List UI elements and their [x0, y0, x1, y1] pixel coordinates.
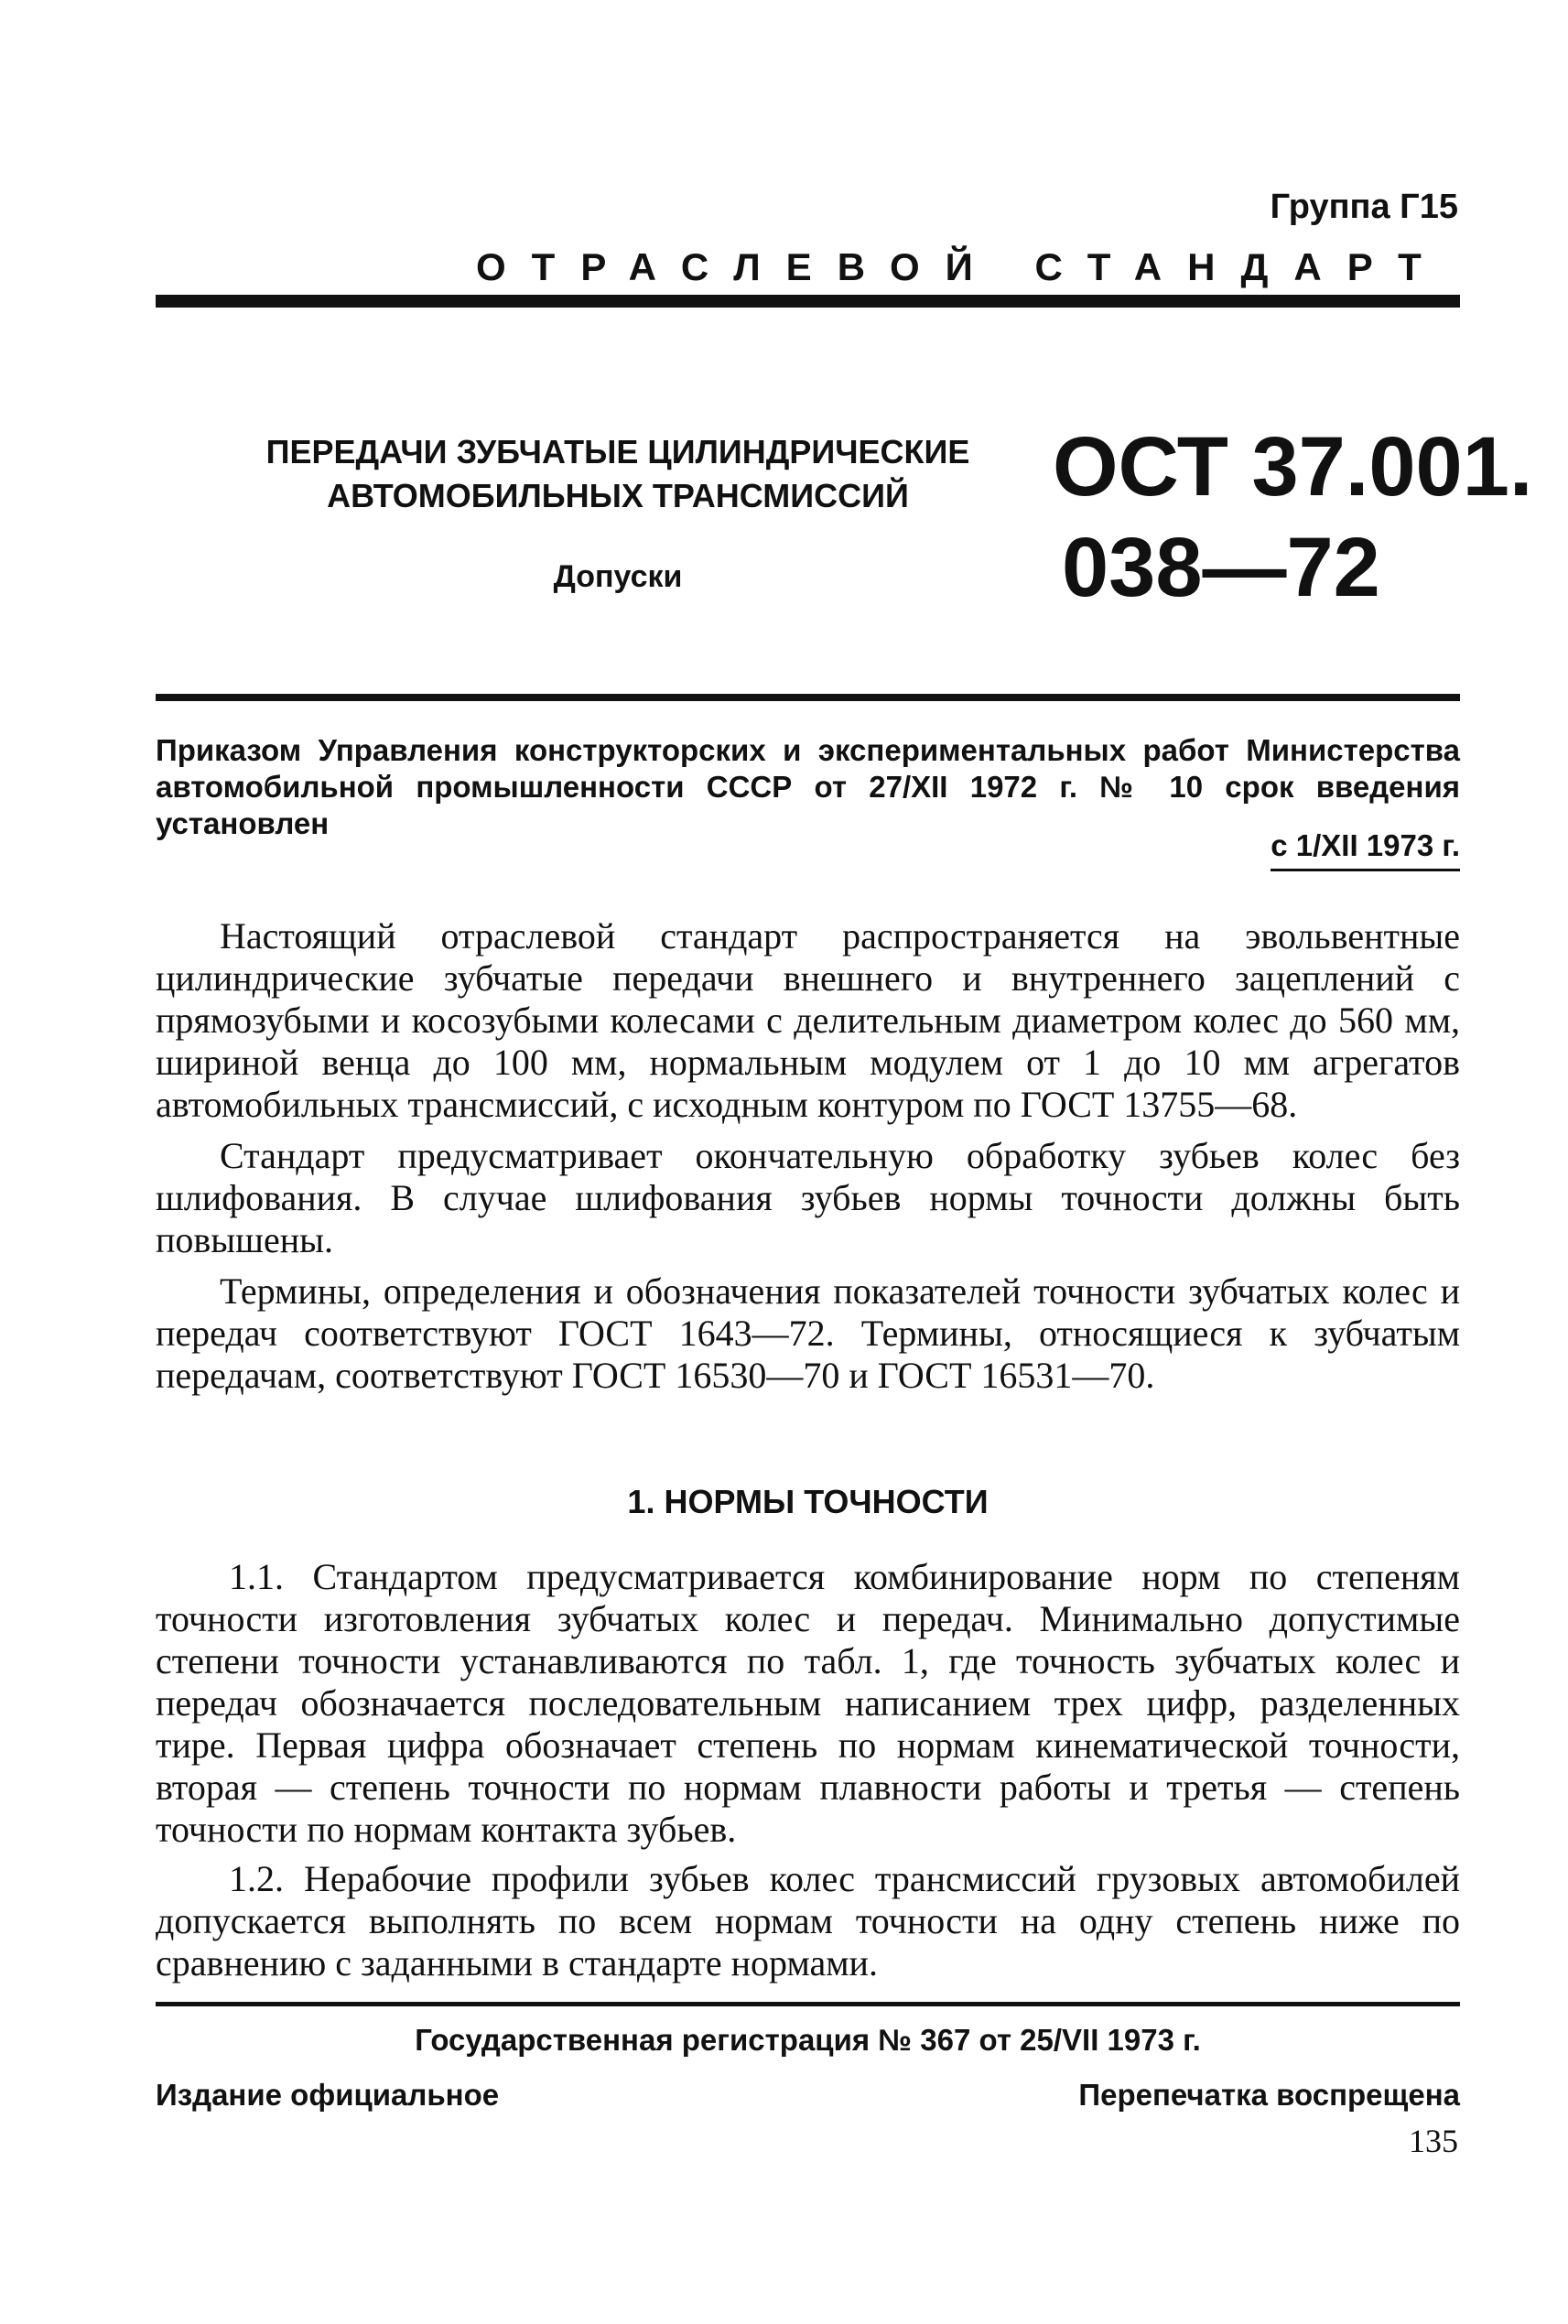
effective-date: с 1/XII 1973 г.: [1271, 828, 1460, 871]
section-text: [156, 1556, 1460, 1992]
title-line-1: ПЕРЕДАЧИ ЗУБЧАТЫЕ ЦИЛИНДРИЧЕСКИЕ: [265, 433, 970, 470]
order-statement: Приказом Управления конструкторских и экспериментальных работ Министерства автомобильной промышленности СССР от 27/XII 1972 г. № 10 срок введения установлен: [156, 733, 1460, 840]
section-title: 1. НОРМЫ ТОЧНОСТИ: [627, 1483, 989, 1520]
intro-paragraph-1: Настоящий отраслевой стандарт распространяется на эвольвентные цилиндрические зубчатые передачи внешнего и внутреннего зацеплений с прямозубыми и косозубыми колесами с делительным диаметром колес до 560 мм, шириной венца до 100 мм, нормальным модулем от 1 до 10 мм агрегатов автомобильных трансмиссий, с исходным контуром по ГОСТ 13755—68.: [156, 915, 1460, 1125]
header-divider: [156, 295, 1460, 308]
page-number: 135: [1409, 2123, 1458, 2159]
section-paragraph-1: 1.1. Стандартом предусматривается комбинирование норм по степеням точности изготовления зубчатых колес и передач. Минимально допустимые степени точности устанавливаются по табл. 1, где точность зубчатых колес и передач обозначается последовательным написанием трех цифр, разделенных тире. Первая цифра обозначает степень по нормам кинематической точности, вторая — степень точности по нормам плавности работы и третья — степень точности по нормам контакта зубьев.: [156, 1556, 1460, 1850]
title-line-2: АВТОМОБИЛЬНЫХ ТРАНСМИССИЙ: [327, 477, 909, 514]
intro-text: [156, 915, 1460, 1406]
registration-note: Государственная регистрация № 367 от 25/VII 1973 г.: [415, 2023, 1201, 2057]
title-divider: [156, 694, 1460, 701]
doc-number-line-1: ОСТ 37.001.: [1053, 420, 1533, 513]
document-subtitle: Допуски: [553, 559, 683, 594]
edition-note: Издание официальное: [156, 2078, 500, 2112]
intro-paragraph-3: Термины, определения и обозначения показателей точности зубчатых колес и передач соответствуют ГОСТ 1643—72. Термины, относящиеся к зубчатым передачам, соответствуют ГОСТ 16530—70 и ГОСТ 16531—70.: [156, 1270, 1460, 1396]
intro-paragraph-2: Стандарт предусматривает окончательную обработку зубьев колес без шлифования. В случае шлифования зубьев нормы точности должны быть повышены.: [156, 1135, 1460, 1260]
footer-divider: [156, 2002, 1460, 2006]
reprint-note: Перепечатка воспрещена: [1078, 2078, 1460, 2112]
doc-number-line-2: 038—72: [1062, 521, 1380, 614]
group-label: Группа Г15: [1270, 188, 1458, 226]
document-number: [1053, 416, 1532, 618]
standard-kind-heading: ОТРАСЛЕВОЙ СТАНДАРТ: [476, 245, 1447, 288]
section-paragraph-2: 1.2. Нерабочие профили зубьев колес трансмиссий грузовых автомобилей допускается выполнять по всем нормам точности на одну степень ниже по сравнению с заданными в стандарте нормами.: [156, 1858, 1460, 1984]
document-title: [265, 430, 970, 599]
